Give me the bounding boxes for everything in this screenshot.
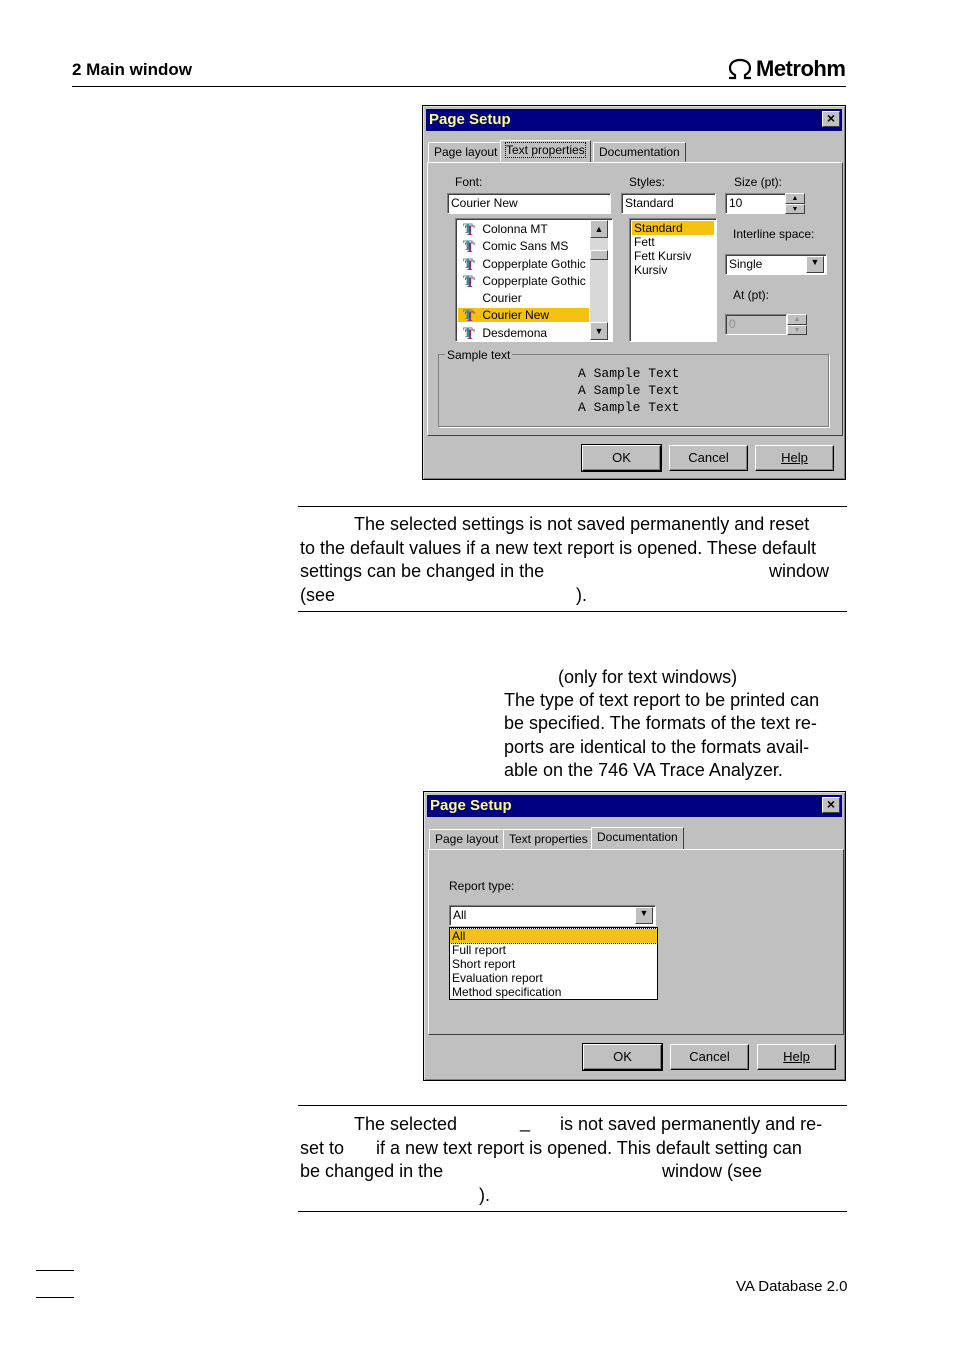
tab-documentation[interactable]: Documentation	[591, 827, 684, 849]
note-text: window	[769, 561, 830, 581]
sample-text-line: A Sample Text	[578, 400, 680, 415]
header-rule	[72, 86, 846, 87]
note-rule-bottom	[298, 1211, 847, 1212]
report-option[interactable]: Method specification	[452, 985, 562, 999]
note-text: set to	[300, 1138, 345, 1158]
styles-list-item[interactable]: Fett	[634, 235, 655, 249]
styles-list-item-selected[interactable]: Standard	[632, 221, 714, 235]
font-list-item-selected[interactable]: T Courier New	[458, 308, 589, 322]
ok-button[interactable]: OK	[583, 1044, 662, 1070]
styles-field[interactable]: Standard	[621, 193, 716, 214]
footer-rule-left	[36, 1270, 74, 1271]
truetype-icon: T	[463, 274, 473, 289]
ok-button[interactable]: OK	[582, 445, 661, 471]
size-label: Size (pt):	[734, 175, 783, 189]
note-rule-top	[298, 506, 847, 507]
font-list-item[interactable]: T Desdemona	[463, 326, 548, 341]
tab-text-properties[interactable]: Text properties	[503, 829, 594, 849]
close-icon[interactable]: ×	[822, 797, 840, 813]
sample-text-line: A Sample Text	[578, 383, 680, 398]
sample-text-label: Sample text	[447, 348, 511, 362]
report-option[interactable]: Full report	[452, 943, 507, 957]
styles-list-item[interactable]: Kursiv	[634, 263, 668, 277]
close-icon[interactable]: ×	[822, 111, 840, 127]
body-text: able on the 746 VA Trace Analyzer.	[504, 760, 783, 780]
report-type-select[interactable]: All	[449, 905, 656, 926]
truetype-icon: T	[463, 257, 473, 272]
spin-up-icon[interactable]: ▲	[787, 314, 807, 325]
dialog-title: Page Setup	[430, 797, 512, 814]
font-list-scrollbar[interactable]	[590, 220, 608, 340]
report-option-selected[interactable]: All	[450, 929, 657, 943]
footer-product: VA Database 2.0	[736, 1278, 848, 1295]
note-text: The selected	[354, 1114, 458, 1134]
sample-text-line: A Sample Text	[578, 366, 680, 381]
font-list-item[interactable]: T Copperplate Gothic	[463, 274, 586, 289]
note-text: if a new text report is opened. This default setting can	[376, 1138, 802, 1158]
page-setup-dialog-text-properties	[422, 105, 846, 480]
truetype-icon: T	[463, 239, 473, 254]
font-list-item[interactable]: T Colonna MT	[463, 222, 548, 237]
tab-documentation[interactable]: Documentation	[593, 142, 686, 162]
dialog-titlebar	[427, 795, 842, 817]
note-text: ).	[479, 1185, 490, 1205]
cancel-button[interactable]: Cancel	[669, 445, 748, 471]
scroll-thumb[interactable]	[590, 250, 608, 260]
metrohm-logo	[726, 56, 845, 82]
body-text: be specified. The formats of the text re-	[504, 713, 817, 733]
tab-text-properties[interactable]: Text properties	[500, 140, 591, 162]
note-text: be changed in the	[300, 1161, 444, 1181]
size-field[interactable]: 10	[725, 193, 787, 214]
at-spinner[interactable]	[787, 314, 807, 335]
note-text: is not saved permanently and re-	[560, 1114, 823, 1134]
help-button[interactable]: Help	[757, 1044, 836, 1070]
chevron-down-icon[interactable]: ▼	[635, 907, 653, 924]
body-text: The type of text report to be printed can	[504, 690, 820, 710]
report-type-label: Report type:	[449, 879, 515, 893]
logo-text: Metrohm	[756, 56, 846, 81]
font-list-item[interactable]: Courier	[482, 291, 522, 305]
note-text: (see	[300, 585, 336, 605]
omega-icon	[726, 58, 754, 80]
dialog-titlebar	[426, 109, 842, 131]
scroll-down-icon[interactable]: ▼	[590, 322, 608, 340]
truetype-icon: T	[463, 222, 473, 237]
interline-label: Interline space:	[733, 227, 815, 241]
body-text: (only for text windows)	[558, 667, 738, 687]
note-rule-bottom	[298, 611, 847, 612]
note-text: The selected settings is not saved permanently and reset	[354, 514, 810, 534]
font-list-item[interactable]: T Copperplate Gothic	[463, 257, 586, 272]
interline-select[interactable]: Single	[725, 254, 827, 275]
spin-down-icon[interactable]: ▼	[787, 325, 807, 336]
font-field[interactable]: Courier New	[447, 193, 611, 214]
at-label: At (pt):	[733, 288, 770, 302]
font-label: Font:	[455, 175, 483, 189]
page-setup-dialog-documentation	[423, 791, 846, 1081]
note-text: window (see	[662, 1161, 763, 1181]
chevron-down-icon[interactable]: ▼	[806, 256, 824, 273]
section-heading: 2 Main window	[72, 60, 192, 79]
tab-page-layout[interactable]: Page layout	[428, 142, 503, 162]
note-text: settings can be changed in the	[300, 561, 545, 581]
body-text: ports are identical to the formats avail-	[504, 737, 810, 757]
report-option[interactable]: Short report	[452, 957, 516, 971]
scroll-up-icon[interactable]: ▲	[590, 220, 608, 238]
truetype-icon: T	[463, 326, 473, 341]
note-text: to the default values if a new text report is opened. These default	[300, 538, 816, 558]
note-rule-top	[298, 1105, 847, 1106]
help-button[interactable]: Help	[755, 445, 834, 471]
note-text: ).	[576, 585, 587, 605]
spin-down-icon[interactable]: ▼	[785, 204, 805, 215]
tab-page-layout[interactable]: Page layout	[429, 829, 504, 849]
truetype-icon: T	[463, 308, 473, 323]
footer-rule-left	[36, 1297, 74, 1298]
styles-list-item[interactable]: Fett Kursiv	[634, 249, 692, 263]
cancel-button[interactable]: Cancel	[670, 1044, 749, 1070]
at-field[interactable]: 0	[725, 314, 787, 335]
font-list-item[interactable]: T Comic Sans MS	[463, 239, 569, 254]
dialog-title: Page Setup	[429, 111, 511, 128]
styles-label: Styles:	[629, 175, 666, 189]
note-text: _	[520, 1112, 531, 1132]
spin-up-icon[interactable]: ▲	[785, 193, 805, 204]
size-spinner[interactable]	[785, 193, 805, 214]
report-option[interactable]: Evaluation report	[452, 971, 543, 985]
